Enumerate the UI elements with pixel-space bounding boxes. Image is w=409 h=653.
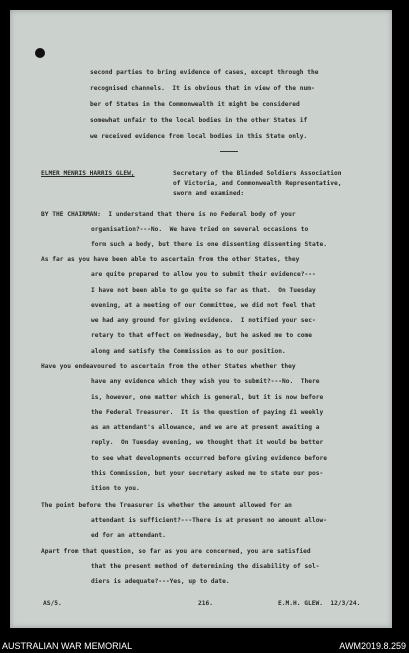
text-line: of Victoria, and Commonwealth Representative, xyxy=(173,180,342,187)
archive-id: AWM2019.8.259 xyxy=(339,641,406,651)
text-line: ber of States in the Commonwealth it might be considered xyxy=(90,101,300,108)
text-line: the Federal Treasurer. It is the question of paying £1 weekly xyxy=(91,409,324,416)
typed-text xyxy=(10,10,392,628)
text-line: ed for an attendant. xyxy=(91,532,166,539)
text-line: somewhat unfair to the local bodies in the other States if xyxy=(90,117,308,124)
document-page xyxy=(10,10,392,628)
archive-caption-bar xyxy=(0,640,409,653)
text-line: have any evidence which they wish you to submit?---No. There xyxy=(91,378,320,385)
text-line: diers is adequate?---Yes, up to date. xyxy=(91,578,230,585)
footer-reference: AS/5. xyxy=(43,600,62,607)
text-line: that the present method of determining the disability of sol- xyxy=(91,563,320,570)
text-line: recognised channels. It is obvious that in view of the num- xyxy=(90,85,315,92)
text-line: we received evidence from local bodies in this State only. xyxy=(90,133,308,140)
text-line: Apart from that question, so far as you are concerned, you are satisfied xyxy=(41,548,311,555)
text-line: is, however, one matter which is general, but it is now before xyxy=(91,394,324,401)
text-line: ition to you. xyxy=(91,485,140,492)
text-line: Have you endeavoured to ascertain from the other States whether they xyxy=(41,363,296,370)
section-divider xyxy=(220,151,238,152)
text-line: attendant is sufficient?---There is at present no amount allow- xyxy=(91,517,327,524)
text-line: sworn and examined: xyxy=(173,190,245,197)
footer-witness-date: E.M.H. GLEW. 12/3/24. xyxy=(278,600,361,607)
text-line: this Commission, but your secretary asked me to state our pos- xyxy=(91,470,324,477)
text-line: form such a body, but there is one dissenting dissenting State. xyxy=(91,241,327,248)
text-line: as an attendant's allowance, and we are at present awaiting a xyxy=(91,424,320,431)
text-line: along and satisfy the Commission as to our position. xyxy=(91,348,286,355)
text-line: As far as you have been able to ascertain from the other States, they xyxy=(41,256,300,263)
text-line: Secretary of the Blinded Soldiers Association xyxy=(173,170,342,177)
text-line: we had any ground for giving evidence. I notified your sec- xyxy=(91,317,316,324)
text-line: BY THE CHAIRMAN: I understand that there is no Federal body of your xyxy=(41,211,296,218)
text-line: second parties to bring evidence of cases, except through the xyxy=(90,69,319,76)
page-number: 216. xyxy=(198,600,213,607)
text-line: I have not been able to go quite so far as that. On Tuesday xyxy=(91,287,316,294)
witness-name: ELMER MENRIS HARRIS GLEW, xyxy=(41,170,135,177)
text-line: retary to that effect on Wednesday, but he asked me to come xyxy=(91,332,312,339)
text-line: to see what developments occurred before giving evidence before xyxy=(91,455,327,462)
text-line: are quite prepared to allow you to submit their evidence?--- xyxy=(91,271,316,278)
text-line: organisation?---No. We have tried on several occasions to xyxy=(91,226,309,233)
text-line: The point before the Treasurer is whether the amount allowed for an xyxy=(41,502,292,509)
text-line: evening, at a meeting of our Committee, we did not feel that xyxy=(91,302,316,309)
text-line: reply. On Tuesday evening, we thought that it would be better xyxy=(91,439,324,446)
archive-name: AUSTRALIAN WAR MEMORIAL xyxy=(2,641,133,651)
